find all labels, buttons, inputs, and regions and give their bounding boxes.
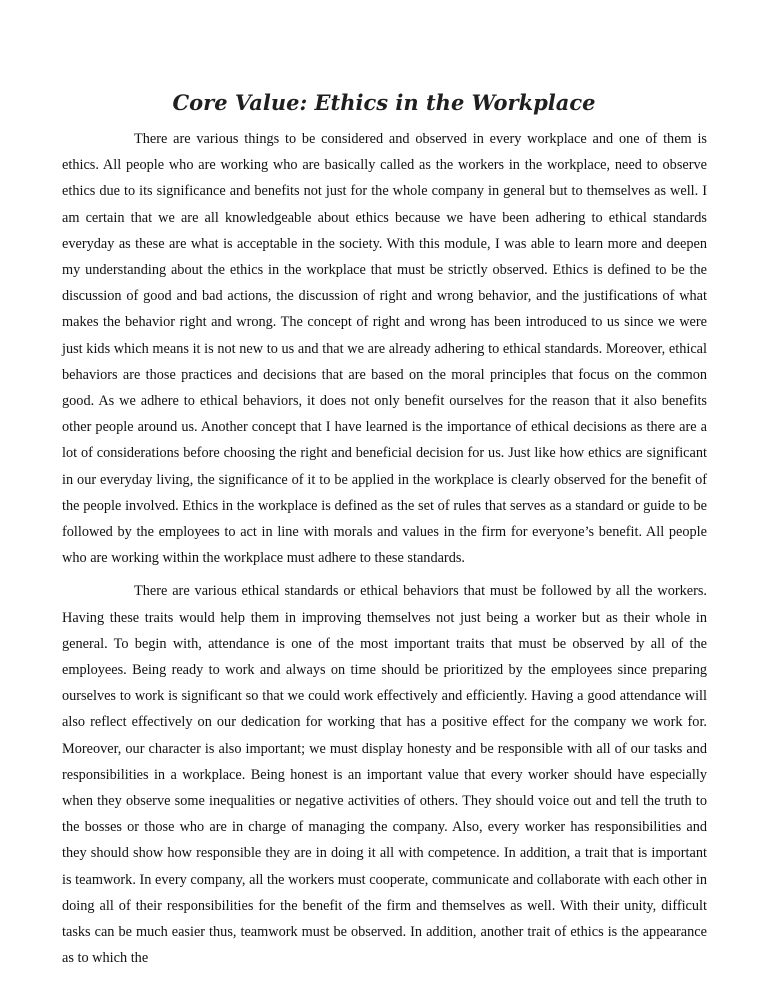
document-body [62, 126, 707, 972]
document-title: Core Value: Ethics in the Workplace [172, 90, 596, 115]
paragraph-1: There are various things to be considered and observed in every workplace and one of them is ethics. All people who are working who are basically called as the workers in the workplace, need to observe ethics due to its significance and benefits not just for the whole company in general but to themselves as well. I am certain that we are all knowledgeable about ethics because we have been adhering to ethical standards everyday as these are what is acceptable in the society. With this module, I was able to learn more and deepen my understanding about the ethics in the workplace that must be strictly observed. Ethics is defined to be the discussion of good and bad actions, the discussion of right and wrong behavior, and the justifications of what makes the behavior right and wrong. The concept of right and wrong has been introduced to us since we were just kids which means it is not new to us and that we are already adhering to ethical standards. Moreover, ethical behaviors are those practices and decisions that are based on the moral principles that focus on the common good. As we adhere to ethical behaviors, it does not only benefit ourselves for the reason that it also benefits other people around us. Another concept that I have learned is the importance of ethical decisions as there are a lot of considerations before choosing the right and beneficial decision for us. Just like how ethics are significant in our everyday living, the significance of it to be applied in the workplace is clearly observed for the benefit of the people involved. Ethics in the workplace is defined as the set of rules that serves as a standard or guide to be followed by the employees to act in line with morals and values in the firm for everyone’s benefit. All people who are working within the workplace must adhere to these standards. [62, 131, 707, 567]
paragraph-2: There are various ethical standards or ethical behaviors that must be followed by all the workers. Having these traits would help them in improving themselves not just being a worker but as their whole in general. To begin with, attendance is one of the most important traits that must be observed by all of the employees. Being ready to work and always on time should be prioritized by the employees since preparing ourselves to work is significant so that we could work effectively and efficiently. Having a good attendance will also reflect effectively on our dedication for working that has a positive effect for the company we work for. Moreover, our character is also important; we must display honesty and be responsible with all of our tasks and responsibilities in a workplace. Being honest is an important value that every worker should have especially when they observe some inequalities or negative activities of others. They should voice out and tell the truth to the bosses or those who are in charge of managing the company. Also, every worker has responsibilities and they should show how responsible they are in doing it all with competence. In addition, a trait that is important is teamwork. In every company, all the workers must cooperate, communicate and collaborate with each other in doing all of their responsibilities for the benefit of the firm and themselves as well. With their unity, difficult tasks can be much easier thus, teamwork must be observed. In addition, another trait of ethics is the appearance as to which the [62, 583, 707, 967]
